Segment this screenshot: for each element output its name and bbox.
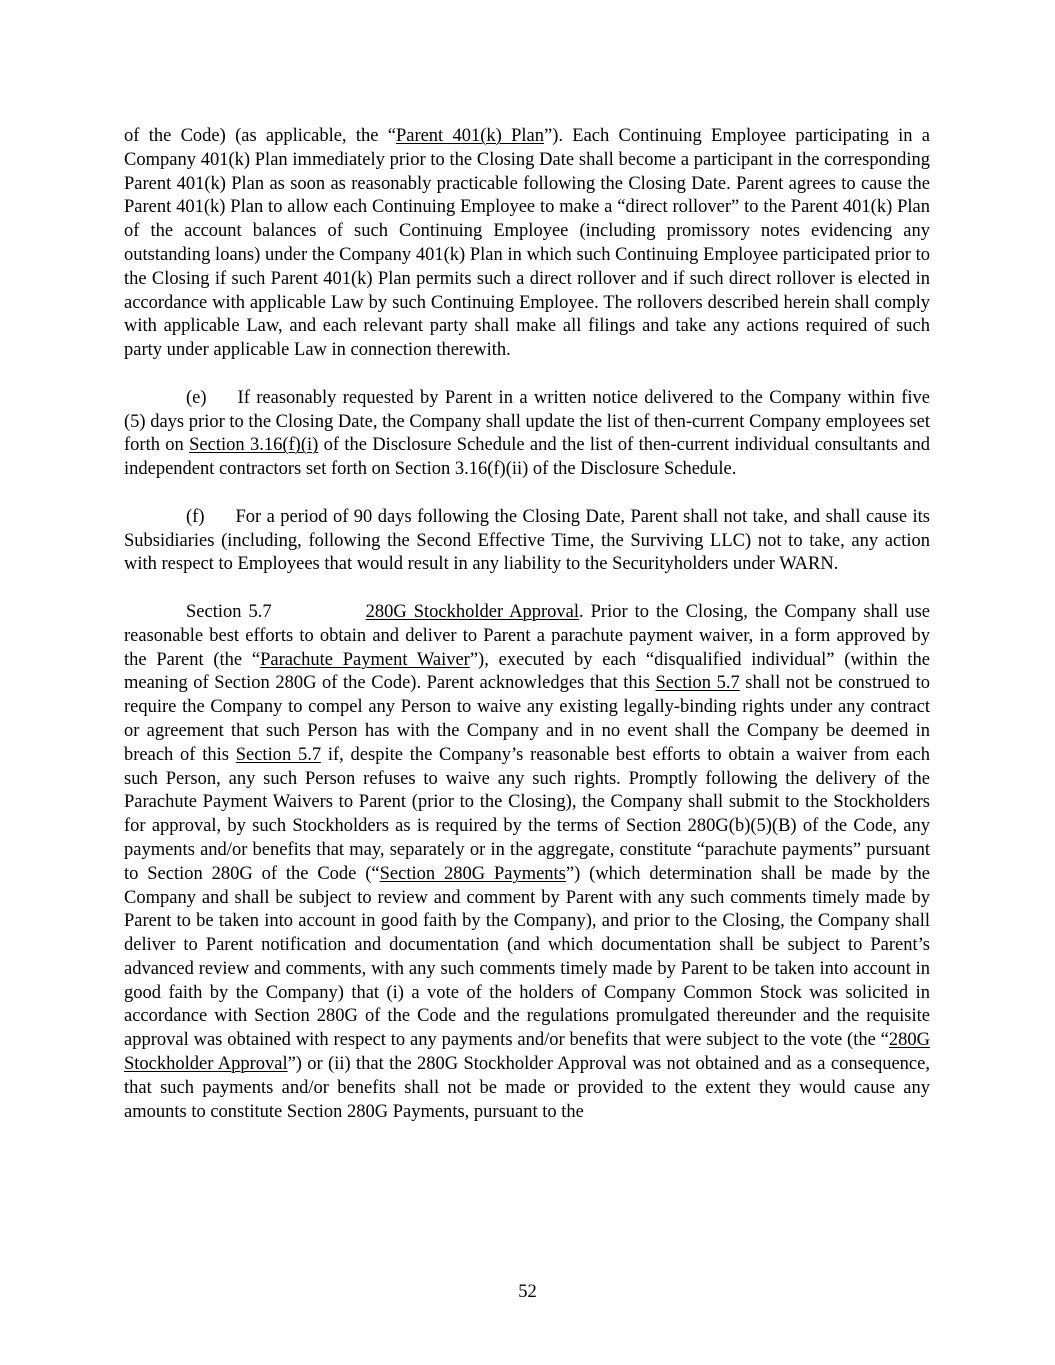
text-run: ”), executed by each “disqualified individual” (within the meaning of Section 280G of the Code). Parent acknowledges that this: [124, 649, 930, 694]
defined-term-section-280g-payments: Section 280G Payments: [379, 863, 566, 884]
document-body: [124, 125, 930, 1124]
page-number: 52: [518, 1282, 537, 1302]
defined-term-parent-401k-plan: Parent 401(k) Plan: [395, 126, 544, 146]
defined-term-280g-stockholder-approval: 280G Stockholder Approval: [124, 1030, 930, 1075]
text-run: if, despite the Company’s reasonable best efforts to obtain a waiver from each such Person, any such Person refuses to waive any such rights. Promptly following the delivery of the Parachute Payment Waivers to Parent (prior to the Closing), the Company shall submit to the Stockholders for approval, by such Stockholders as is required by the terms of Section 280G(b)(5)(B) of the Code, any payments and/or benefits that may, separately or in the aggregate, constitute “parachute payments” pursuant to Section 280G of the Code (“: [124, 744, 930, 884]
text-run: ”) (which determination shall be made by the Company and shall be subject to review and comment by Parent with any such comments timely made by Parent to be taken into account in good faith by the Company), and prior to the Closing, the Company shall deliver to Parent notification and documentation (and which documentation shall be subject to Parent’s advanced review and comments, with any such comments timely made by Parent to be taken into account in good faith by the Company) that (i) a vote of the holders of Company Common Stock was solicited in accordance with Section 280G of the Code and the regulations promulgated thereunder and the requisite approval was obtained with respect to any payments and/or benefits that were subject to the vote (the “: [124, 863, 930, 1051]
text-run: of the Disclosure Schedule and the list of then-current individual consultants and independent contractors set forth on Section 3.16(f)(ii) of the Disclosure Schedule.: [124, 435, 931, 480]
text-run: shall not be construed to require the Company to compel any Person to waive any existing legally-binding rights under any contract or agreement that such Person has with the Company and in no event shall the Company be deemed in breach of this: [124, 673, 930, 765]
text-run: ”) or (ii) that the 280G Stockholder Approval was not obtained and as a consequence, that such payments and/or benefits shall not be made or provided to the extent they would cause any amounts to constitute Section 280G Payments, pursuant to the: [124, 1054, 930, 1122]
cross-reference-section-5-7: Section 5.7: [655, 673, 740, 694]
text-run: For a period of 90 days following the Closing Date, Parent shall not take, and shall cause its Subsidiaries (including, following the Second Effective Time, the Surviving LLC) not to take, any action with respect to Employees that would result in any liability to the Securityholders under WARN.: [124, 506, 930, 575]
section-label: Section 5.7: [186, 601, 272, 622]
paragraph-section-5-7: [124, 601, 930, 1125]
section-heading: 280G Stockholder Approval: [365, 601, 579, 622]
text-run: . Prior to the Closing, the Company shall use reasonable best efforts to obtain and deliver to Parent a parachute payment waiver, in a form approved by the Parent (the “: [124, 601, 930, 670]
cross-reference-section-3-16-f-i: Section 3.16(f)(i): [189, 435, 319, 456]
paragraph-f-warn: [124, 506, 930, 577]
paragraph-e-employee-list: [124, 387, 930, 482]
text-run: of the Code) (as applicable, the “: [124, 126, 396, 146]
text-run: If reasonably requested by Parent in a written notice delivered to the Company within five (5) days prior to the Closing Date, the Company shall update the list of then-current Company employees set forth on: [124, 387, 930, 456]
clause-label-e: (e): [186, 387, 207, 408]
text-run: ”). Each Continuing Employee participating in a Company 401(k) Plan immediately prior to the Closing Date shall become a participant in the corresponding Parent 401(k) Plan as soon as reasonably practicable following the Closing Date. Parent agrees to cause the Parent 401(k) Plan to allow each Continuing Employee to make a “direct rollover” to the Parent 401(k) Plan of the account balances of such Continuing Employee (including promissory notes evidencing any outstanding loans) under the Company 401(k) Plan in which such Continuing Employee participated prior to the Closing if such Parent 401(k) Plan permits such a direct rollover and if such direct rollover is elected in accordance with applicable Law by such Continuing Employee. The rollovers described herein shall comply with applicable Law, and each relevant party shall make all filings and take any actions required of such party under applicable Law in connection therewith.: [124, 126, 930, 361]
cross-reference-section-5-7: Section 5.7: [235, 744, 322, 765]
clause-label-f: (f): [186, 506, 205, 527]
paragraph-401k-rollover: [124, 125, 930, 363]
defined-term-parachute-payment-waiver: Parachute Payment Waiver: [260, 649, 470, 670]
